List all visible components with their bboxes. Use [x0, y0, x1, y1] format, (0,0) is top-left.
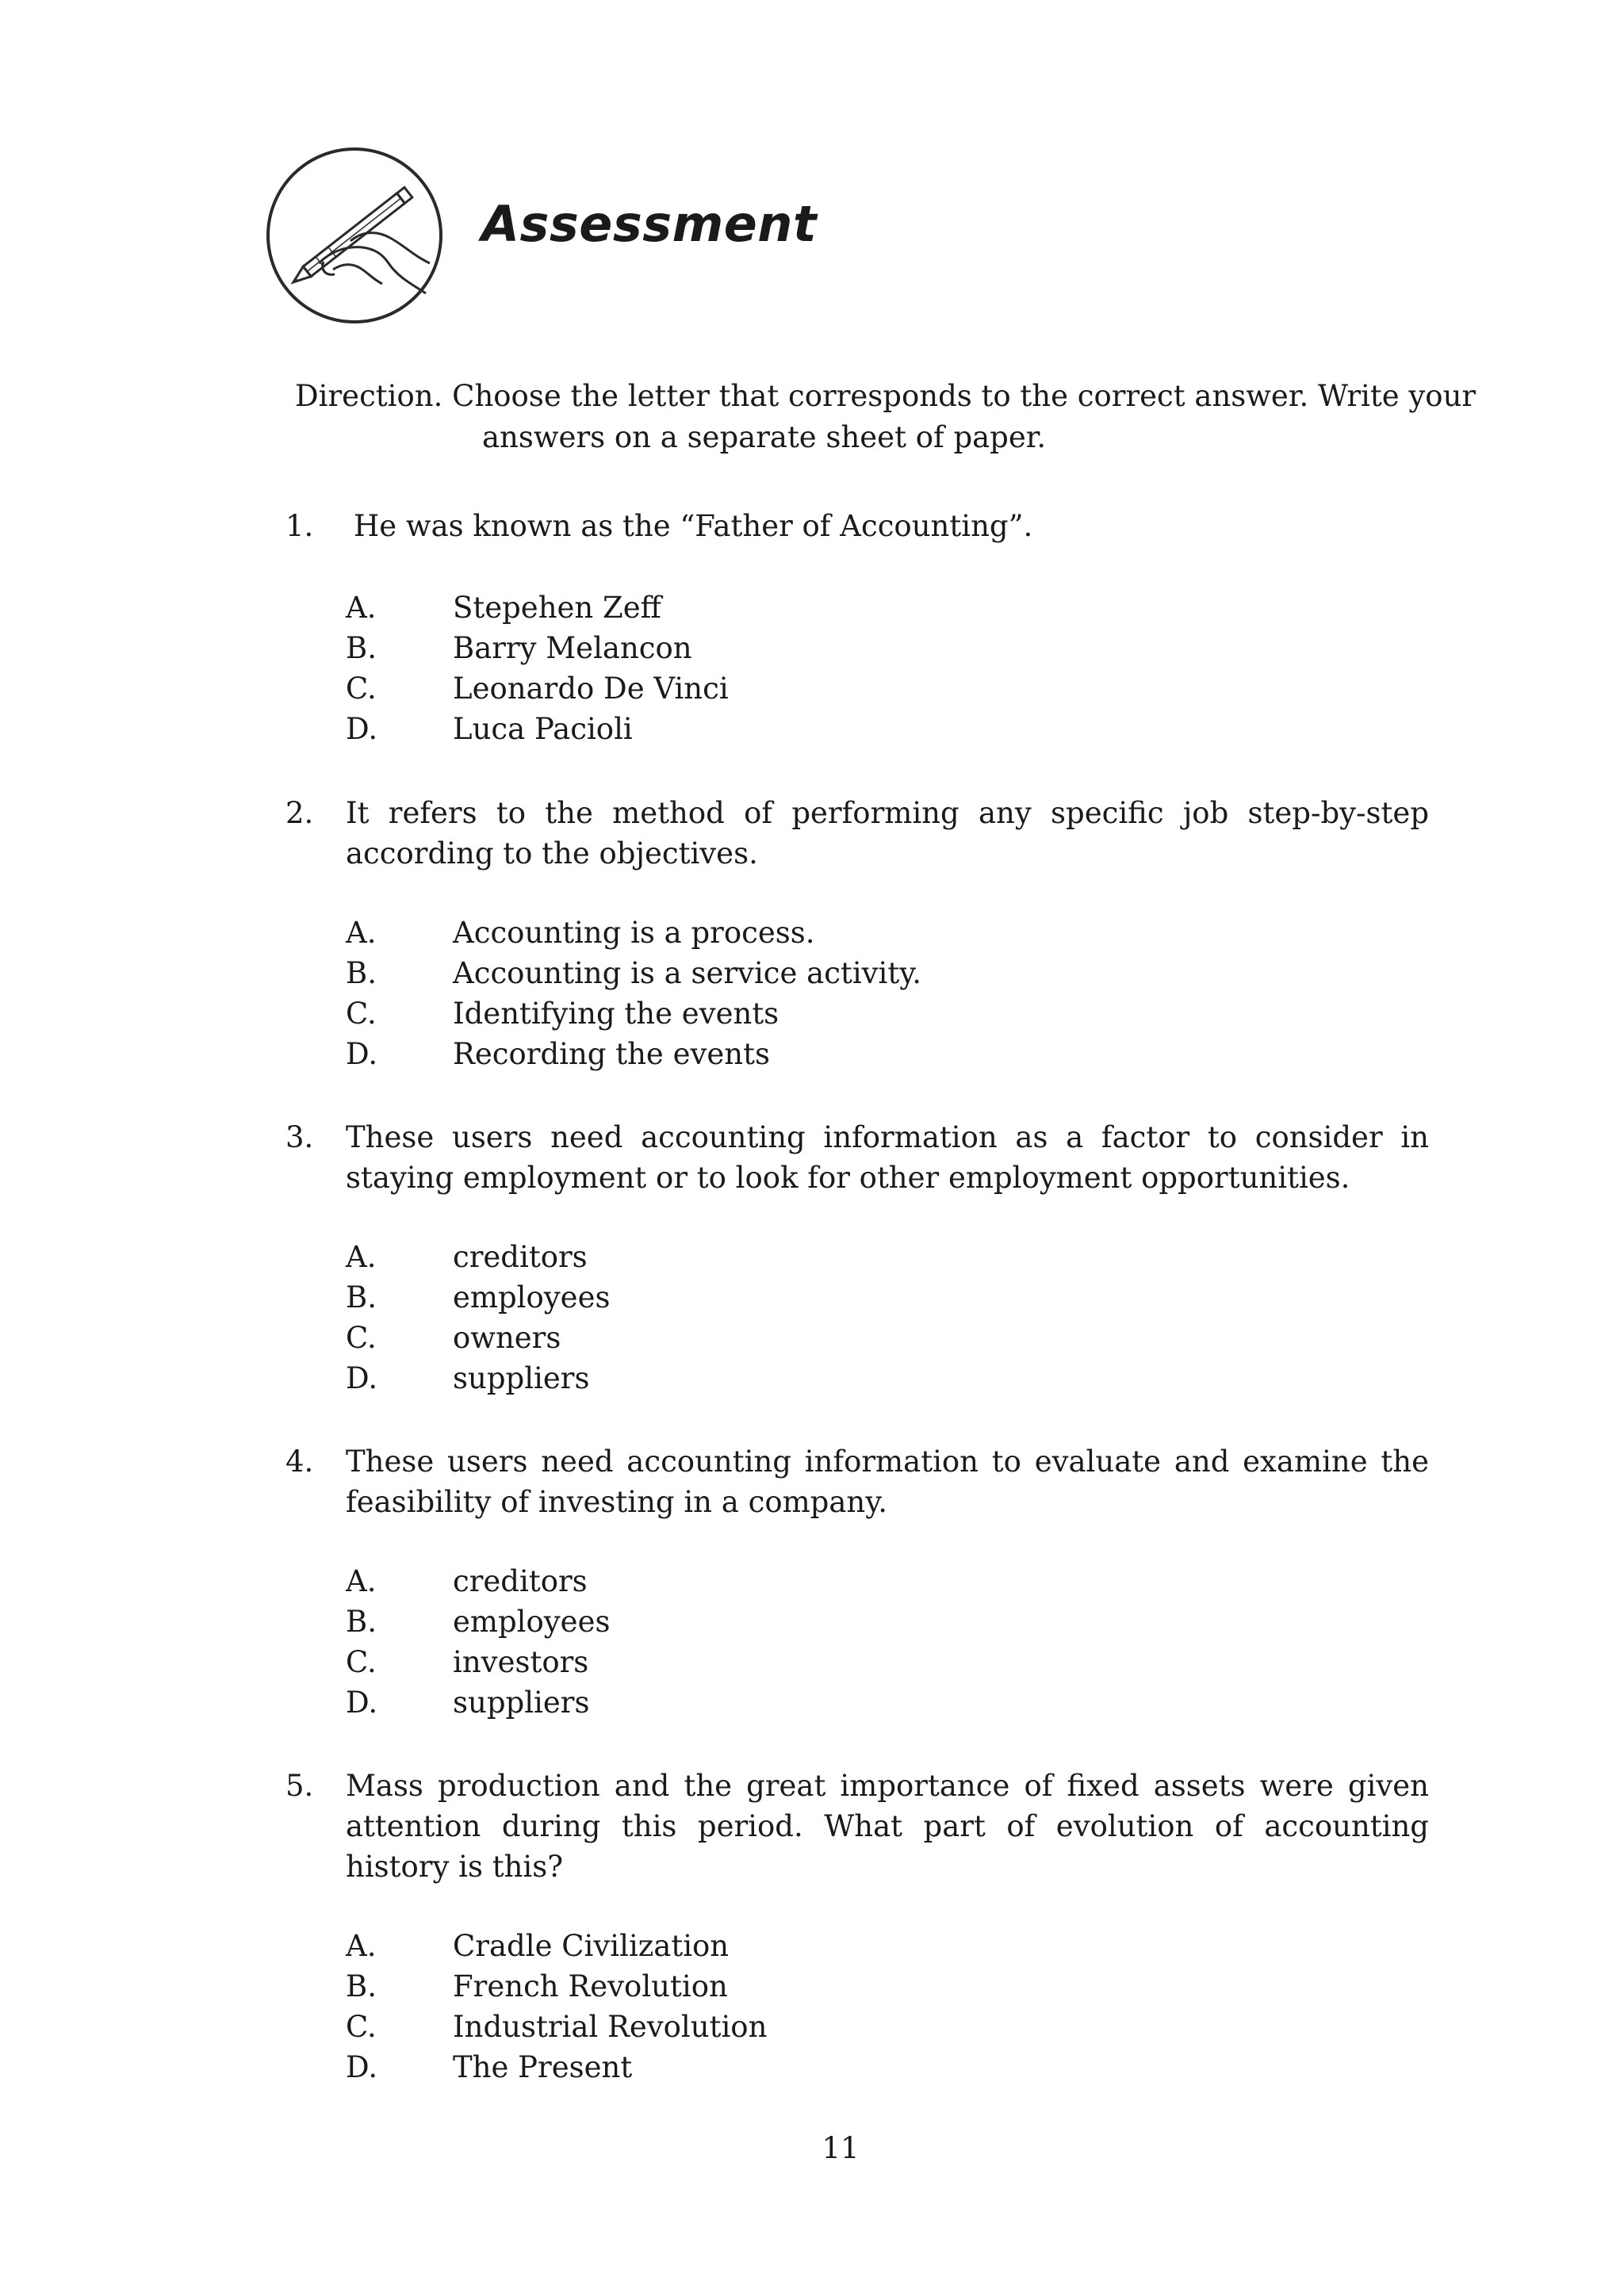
option-text: The Present	[453, 2050, 633, 2084]
question-5	[285, 1766, 1429, 1887]
option-text: creditors	[453, 1564, 588, 1598]
hand-writing-icon	[263, 144, 446, 327]
option-text: suppliers	[453, 1686, 590, 1720]
option-letter: D.	[346, 1686, 378, 1720]
option-letter: D.	[346, 1361, 378, 1395]
option-text: Barry Melancon	[453, 631, 692, 665]
question-3	[285, 1117, 1429, 1198]
option-letter: A.	[346, 591, 377, 625]
directions-line-2: answers on a separate sheet of paper.	[482, 420, 1047, 454]
question-1	[285, 506, 1429, 546]
option-letter: A.	[346, 1240, 377, 1274]
page-title: Assessment	[481, 195, 818, 253]
option-letter: C.	[346, 1321, 377, 1355]
option-text: suppliers	[453, 1361, 590, 1395]
option-letter: C.	[346, 2010, 377, 2044]
option-letter: A.	[346, 1564, 377, 1598]
option-letter: C.	[346, 672, 377, 706]
option-text: Identifying the events	[453, 997, 779, 1031]
option-text: Cradle Civilization	[453, 1929, 730, 1963]
option-text: Accounting is a service activity.	[453, 956, 922, 990]
question-text: He was known as the “Father of Accounting”.	[354, 509, 1033, 543]
option-letter: D.	[346, 712, 378, 746]
option-text: owners	[453, 1321, 561, 1355]
option-text: employees	[453, 1280, 611, 1314]
directions-line-1: Direction. Choose the letter that corresponds to the correct answer. Write your	[295, 379, 1477, 413]
option-letter: D.	[346, 2050, 378, 2084]
page-number: 11	[822, 2131, 860, 2165]
option-text: Industrial Revolution	[453, 2010, 768, 2044]
option-text: creditors	[453, 1240, 588, 1274]
option-text: employees	[453, 1605, 611, 1639]
question-4	[285, 1441, 1429, 1522]
option-letter: B.	[346, 1605, 377, 1639]
question-number: 5.	[285, 1769, 314, 1803]
option-letter: B.	[346, 1969, 377, 2003]
question-number: 3.	[285, 1120, 314, 1154]
option-text: Luca Pacioli	[453, 712, 633, 746]
option-letter: C.	[346, 1645, 377, 1679]
option-letter: A.	[346, 1929, 377, 1963]
option-letter: B.	[346, 1280, 377, 1314]
option-letter: C.	[346, 997, 377, 1031]
option-text: Accounting is a process.	[453, 916, 815, 950]
directions	[295, 376, 1477, 458]
option-text: investors	[453, 1645, 589, 1679]
option-letter: B.	[346, 956, 377, 990]
option-letter: B.	[346, 631, 377, 665]
option-text: Stepehen Zeff	[453, 591, 661, 625]
question-number: 2.	[285, 796, 314, 830]
question-text: These users need accounting information as a factor to consider in staying employment or to look for other employment opportunities.	[346, 1120, 1429, 1195]
question-number: 1.	[285, 509, 314, 543]
option-letter: A.	[346, 916, 377, 950]
question-number: 4.	[285, 1445, 314, 1479]
option-text: French Revolution	[453, 1969, 728, 2003]
option-letter: D.	[346, 1037, 378, 1071]
question-text: Mass production and the great importance of fixed assets were given attention during this period. What part of evolution of accounting history is this?	[346, 1769, 1429, 1884]
question-2	[285, 793, 1429, 874]
question-text: These users need accounting information to evaluate and examine the feasibility of investing in a company.	[346, 1445, 1429, 1519]
question-text: It refers to the method of performing any specific job step-by-step according to the objectives.	[346, 796, 1429, 871]
option-text: Recording the events	[453, 1037, 770, 1071]
option-text: Leonardo De Vinci	[453, 672, 729, 706]
